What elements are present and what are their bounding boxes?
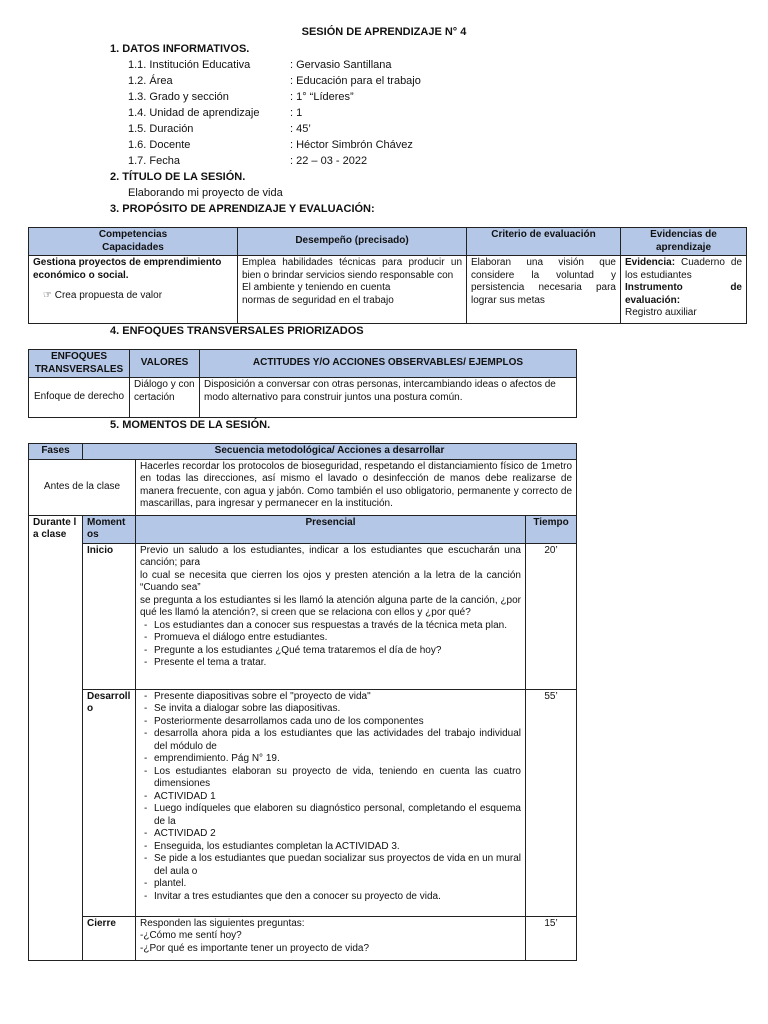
list-item: - plantel. [154, 878, 521, 891]
header-secuencia: Secuencia metodológica/ Acciones a desarrollar [83, 444, 577, 460]
section-4-heading: 4. ENFOQUES TRANSVERSALES PRIORIZADOS [110, 325, 364, 337]
header-enfoques: ENFOQUES TRANSVERSALES [29, 350, 130, 378]
durante-label: Durante la clase [29, 515, 83, 960]
section-5-heading: 5. MOMENTOS DE LA SESIÓN. [110, 419, 271, 431]
header-presencial: Presencial [136, 515, 526, 543]
list-item: - desarrolla ahora pida a los estudiantes que las actividades del trabajo individual del módulo de [154, 728, 521, 753]
desempeno-cell: Emplea habilidades técnicas para producir un bien o brindar servicios siendo responsable con El ambiente y teniendo en cuenta normas de seguridad en el trabajo [238, 256, 467, 324]
list-item: - ACTIVIDAD 2 [154, 828, 521, 841]
moments-table [28, 443, 577, 961]
list-item: - Se pide a los estudiantes que puedan socializar sus proyectos de vida en un mural del aula o [154, 853, 521, 878]
header-criterio: Criterio de evaluación [467, 228, 621, 256]
header-competencias: Competencias Capacidades [29, 228, 238, 256]
header-desempeno: Desempeño (precisado) [238, 228, 467, 256]
section-1-heading: 1. DATOS INFORMATIVOS. [110, 43, 250, 55]
enfoques-table [28, 349, 577, 418]
antes-text: Hacerles recordar los protocolos de bioseguridad, respetando el distanciamiento físico de 1metro en todas las direcciones, así mismo el lavado o desinfección de manos debe realizarse de manera frecuente, con agua y jabón. Como también el uso obligatorio, permanente y correcto de mascarillas, para ingresar y permanecer en la institución. [136, 459, 577, 515]
header-actitudes: ACTITUDES Y/O ACCIONES OBSERVABLES/ EJEMPLOS [200, 350, 577, 378]
competencia-cell: Gestiona proyectos de emprendimiento económico o social. ☞ Crea propuesta de valor [29, 256, 238, 324]
list-item: - Invitar a tres estudiantes que den a conocer su proyecto de vida. [154, 891, 521, 904]
pointing-hand-icon: ☞ [43, 290, 52, 301]
list-item: - Los estudiantes elaboran su proyecto de vida, teniendo en cuenta las cuatro dimensiones [154, 766, 521, 791]
purpose-table [28, 227, 747, 324]
criterio-cell: Elaboran una visión que considere la voluntad y persistencia necesaria para lograr sus metas [467, 256, 621, 324]
header-evidencias: Evidencias de aprendizaje [621, 228, 747, 256]
desarrollo-list [140, 691, 521, 904]
list-item: - Enseguida, los estudiantes completan la ACTIVIDAD 3. [154, 841, 521, 854]
capacidad-item: ☞ Crea propuesta de valor [43, 290, 163, 301]
section-2-heading: 2. TÍTULO DE LA SESIÓN. [110, 171, 246, 183]
cierre-content: Responden las siguientes preguntas: -¿Cómo me sentí hoy? -¿Por qué es importante tener un proyecto de vida? [136, 916, 526, 960]
list-item: - emprendimiento. Pág N° 19. [154, 753, 521, 766]
list-item: - Presente el tema a tratar. [154, 657, 521, 670]
evidencias-cell: Evidencia: Cuaderno de los estudiantes Instrumento de evaluación: Registro auxiliar [621, 256, 747, 324]
list-item: - Luego indíqueles que elaboren su diagnóstico personal, completando el esquema de la [154, 803, 521, 828]
desarrollo-content [136, 689, 526, 916]
antes-label: Antes de la clase [29, 459, 136, 515]
header-valores: VALORES [130, 350, 200, 378]
header-tiempo: Tiempo [526, 515, 577, 543]
desarrollo-time: 55’ [526, 689, 577, 916]
info-rows: 1.1. Institución Educativa : Gervasio Santillana 1.2. Área : Educación para el trabajo 1.3. Grado y sección : 1° “Líderes” 1.4. Unidad de aprendizaje : 1 1.5. Duración : 45’ 1.6. Docente : Héctor Simbrón Chávez 1.7. Fecha : 22 – 03 - 2022 [128, 59, 421, 167]
inicio-content: Previo un saludo a los estudiantes, indicar a los estudiantes que escucharán una canción; para lo cual se necesita que cierren los ojos y presten atención a la letra de la canción “Cuando sea” se pregunta a los estudiantes si les llamó la atención alguna parte de la canción, ¿por qué les llamó la atención?, si creen que se relaciona con ellos y ¿por qué? - Los estudiantes dan a conocer sus respuestas a través de la técnica meta plan. - Promueva el diálogo entre estudiantes. - Pregunte a los estudiantes ¿Qué tema trataremos el día de hoy? - Presente el tema a tratar. [136, 543, 526, 689]
list-item: - Pregunte a los estudiantes ¿Qué tema trataremos el día de hoy? [154, 645, 521, 658]
list-item: - Se invita a dialogar sobre las diapositivas. [154, 703, 521, 716]
list-item: - Posteriormente desarrollamos cada uno de los componentes [154, 716, 521, 729]
inicio-label: Inicio [83, 543, 136, 689]
cierre-label: Cierre [83, 916, 136, 960]
valor-cell: Diálogo y concertación [130, 378, 200, 418]
actitud-cell: Disposición a conversar con otras personas, intercambiando ideas o afectos de modo alternativo para construir juntos una postura común. [200, 378, 577, 418]
list-item: - Promueva el diálogo entre estudiantes. [154, 632, 521, 645]
page-title: SESIÓN DE APRENDIZAJE N° 4 [301, 26, 467, 38]
enfoque-cell: Enfoque de derecho [29, 378, 130, 418]
inicio-time: 20’ [526, 543, 577, 689]
inicio-list [140, 620, 521, 670]
list-item: - ACTIVIDAD 1 [154, 791, 521, 804]
section-3-heading: 3. PROPÓSITO DE APRENDIZAJE Y EVALUACIÓN: [110, 203, 375, 215]
list-item: - Los estudiantes dan a conocer sus respuestas a través de la técnica meta plan. [154, 620, 521, 633]
desarrollo-label: Desarrollo [83, 689, 136, 916]
cierre-time: 15’ [526, 916, 577, 960]
list-item: - Presente diapositivas sobre el "proyecto de vida" [154, 691, 521, 704]
header-momentos: Momentos [83, 515, 136, 543]
session-title: Elaborando mi proyecto de vida [128, 187, 283, 199]
header-fases: Fases [29, 444, 83, 460]
